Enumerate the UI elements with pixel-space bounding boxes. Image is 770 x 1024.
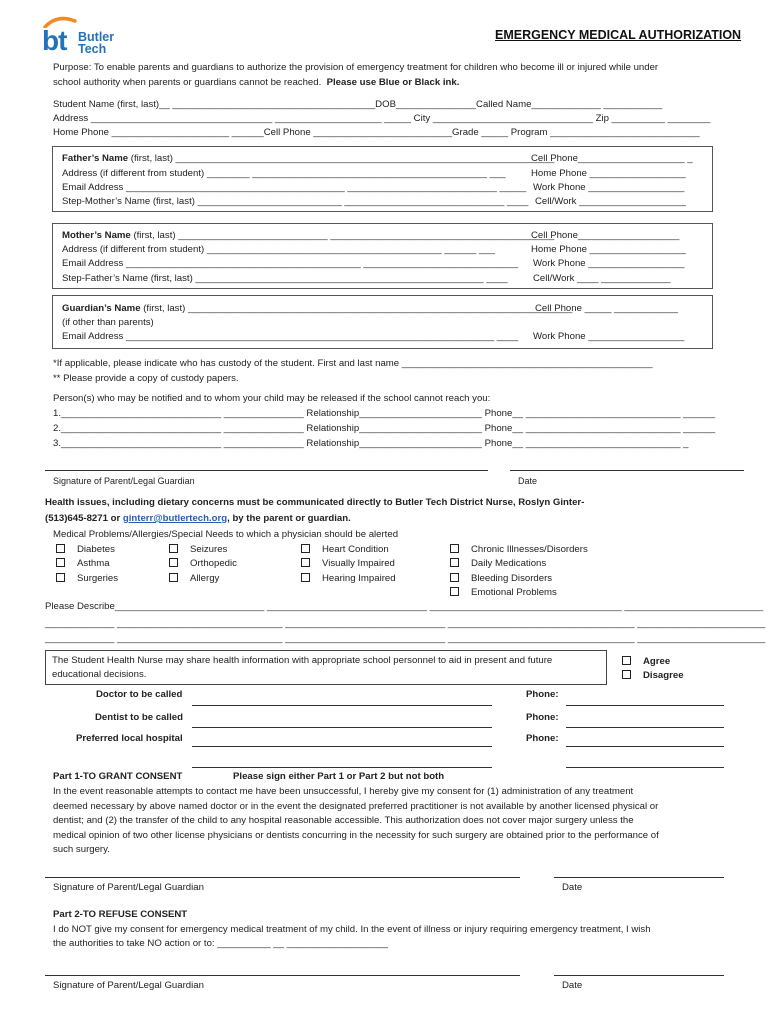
checkbox-icon <box>169 544 178 553</box>
custody-field[interactable]: *If applicable, please indicate who has custody of the student. First and last name _______________________________________________ <box>53 358 653 369</box>
doctor-label: Doctor to be called <box>96 689 183 700</box>
disagree-label: Disagree <box>643 670 684 681</box>
father-address-field[interactable]: Address (if different from student) ________ ____________________________________________ ___ <box>62 168 506 179</box>
health-contact-tail: , by the parent or guardian. <box>227 513 351 524</box>
checkbox-icon <box>450 587 459 596</box>
logo-line2: Tech <box>78 42 107 56</box>
checkbox-icon <box>450 573 459 582</box>
signature-label: Signature of Parent/Legal Guardian <box>53 476 195 486</box>
describe-field[interactable]: Please Describe____________________________ ______________________________ ____________________________________ __________________________ <box>45 601 764 612</box>
guardian-name-label: Guardian’s Name <box>62 303 141 314</box>
medical-intro: Medical Problems/Allergies/Special Needs to which a physician should be alerted <box>53 529 399 540</box>
signature-line[interactable] <box>45 470 488 471</box>
agree-label: Agree <box>643 656 671 667</box>
contact-row[interactable]: 1.______________________________ _______________ Relationship_______________________ Phone__ _____________________________ ______ <box>53 408 716 419</box>
part1-line: In the event reasonable attempts to contact me have been unsuccessful, I hereby give my consent for (1) administration of any treatment <box>53 786 634 797</box>
checkbox-label: Allergy <box>190 572 220 584</box>
purpose-ink-note: Please use Blue or Black ink. <box>326 77 460 88</box>
checkbox-label: Orthopedic <box>190 558 237 570</box>
logo-line1: Butler <box>78 30 115 44</box>
part-instruction: Please sign either Part 1 or Part 2 but not both <box>233 771 445 782</box>
checkbox-label: Surgeries <box>77 572 119 584</box>
mother-cell-field[interactable]: Cell Phone___________________ <box>531 230 680 241</box>
doctor-phone-line[interactable] <box>566 705 724 706</box>
checkbox-icon <box>169 558 178 567</box>
student-row2[interactable]: Address __________________________________ ____________________ _____ City ______________________________ Zip __________ ________ <box>53 113 711 124</box>
checkbox-heart-condition[interactable] <box>301 543 396 557</box>
guardian-work-field[interactable]: Work Phone __________________ <box>533 331 685 342</box>
page-title: EMERGENCY MEDICAL AUTHORIZATION <box>495 28 742 42</box>
mother-address-field[interactable]: Address (if different from student) ____________________________________________ ______ ___ <box>62 244 495 255</box>
date-line[interactable] <box>554 877 724 878</box>
describe-line[interactable]: _____________ _______________________________ ______________________________ ___________________________________ ________________________ <box>45 618 766 629</box>
checkbox-label: Emotional Problems <box>471 586 557 598</box>
checkbox-icon <box>301 573 310 582</box>
student-row3[interactable]: Home Phone ______________________ ______Cell Phone __________________________Grade _____ Program ____________________________ <box>53 127 700 138</box>
date-line[interactable] <box>510 470 744 471</box>
mother-home-field[interactable]: Home Phone __________________ <box>531 244 686 255</box>
custody-note: ** Please provide a copy of custody papers. <box>53 373 239 384</box>
condition-column-4 <box>450 543 588 600</box>
checkbox-visually-impaired[interactable] <box>301 557 396 571</box>
checkbox-icon <box>56 558 65 567</box>
checkbox-icon <box>56 573 65 582</box>
checkbox-label: Heart Condition <box>322 544 389 555</box>
doctor-input-line[interactable] <box>192 705 492 706</box>
signature-label: Signature of Parent/Legal Guardian <box>53 980 204 991</box>
part1-line: deemed necessary by above named doctor or in the event the designated preferred practitioner is not available by another licensed physical or <box>53 800 659 812</box>
stepmother-cellwork-field[interactable]: Cell/Work ____________________ <box>535 196 686 207</box>
hospital-label: Preferred local hospital <box>76 733 183 744</box>
health-heading: Health issues, including dietary concerns must be communicated directly to Butler Tech District Nurse, Roslyn Ginter- <box>45 497 585 508</box>
checkbox-label: Bleeding Disorders <box>471 572 553 584</box>
checkbox-icon <box>301 558 310 567</box>
part1-heading: Part 1-TO GRANT CONSENT <box>53 771 183 782</box>
checkbox-icon <box>169 573 178 582</box>
checkbox-orthopedic[interactable] <box>169 557 237 571</box>
part1-line: dentist; and (2) the transfer of the child to any hospital reasonable accessible. This authorization does not cover major surgery unless the <box>53 815 634 826</box>
checkbox-label: Visually Impaired <box>322 558 395 570</box>
describe-line[interactable]: _____________ _______________________________ ______________________________ ___________________________________ ________________________ <box>45 633 766 644</box>
checkbox-bleeding-disorders[interactable] <box>450 572 588 586</box>
contact-row[interactable]: 3.______________________________ _______________ Relationship_______________________ Phone__ _____________________________ _ <box>53 438 689 449</box>
purpose-line2 <box>53 77 459 88</box>
hospital-phone-line[interactable] <box>566 746 724 747</box>
dentist-input-line[interactable] <box>192 727 492 728</box>
date-label: Date <box>562 882 583 893</box>
logo-mark: bt <box>42 25 67 56</box>
father-name-label: Father’s Name <box>62 153 129 164</box>
checkbox-icon <box>450 558 459 567</box>
part1-body <box>53 785 659 858</box>
condition-column-3 <box>301 543 396 586</box>
guardian-name-line: (first, last) ________________________________________________________________________ <box>140 303 573 314</box>
checkbox-label: Seizures <box>190 544 228 555</box>
health-contact <box>45 513 351 524</box>
father-home-field[interactable]: Home Phone __________________ <box>531 168 686 179</box>
checkbox-label: Asthma <box>77 558 110 570</box>
checkbox-emotional-problems[interactable] <box>450 586 588 600</box>
part1-line: medical opinion of two other license physicians or dentists concurring in the necessity for such surgery are obtained prior to the performance of <box>53 829 659 841</box>
checkbox-icon <box>56 544 65 553</box>
part1-line: such surgery. <box>53 844 110 855</box>
father-email-field[interactable]: Email Address _________________________________________ ____________________________ _____ <box>62 182 527 193</box>
checkbox-icon <box>622 670 631 679</box>
share-text-line1: The Student Health Nurse may share health information with appropriate school personnel to aid in present and future <box>52 655 553 666</box>
stepmother-name-field[interactable]: Step-Mother’s Name (first, last) ___________________________ ______________________________ ____ <box>62 196 529 207</box>
checkbox-asthma[interactable] <box>56 557 118 571</box>
checkbox-agree[interactable] <box>622 655 684 669</box>
hospital-input-line-2[interactable] <box>192 767 492 768</box>
part2-line1: I do NOT give my consent for emergency medical treatment of my child. In the event of illness or injury requiring emergency treatment, I wish <box>53 924 651 935</box>
father-work-field[interactable]: Work Phone __________________ <box>533 182 685 193</box>
dentist-phone-label: Phone: <box>526 712 559 723</box>
guardian-email-field[interactable]: Email Address _____________________________________________________________________ ____ <box>62 331 519 342</box>
mother-name-line: (first, last) ____________________________ __________________________________________ <box>130 230 555 241</box>
date-line[interactable] <box>554 975 724 976</box>
condition-column-2 <box>169 543 237 586</box>
nurse-phone: (513)645-8271 or <box>45 513 123 524</box>
checkbox-chronic-illnesses[interactable] <box>450 543 588 557</box>
contacts-intro: Person(s) who may be notified and to whom your child may be released if the school cannot reach you: <box>53 393 491 404</box>
mother-work-field[interactable]: Work Phone __________________ <box>533 258 685 269</box>
checkbox-label: Hearing Impaired <box>322 572 396 584</box>
mother-email-field[interactable]: Email Address ____________________________________________ _____________________________ <box>62 258 519 269</box>
stepfather-cellwork-field[interactable]: Cell/Work ____ _____________ <box>533 273 671 284</box>
hospital-phone-label: Phone: <box>526 733 559 744</box>
hospital-phone-line-2[interactable] <box>566 767 724 768</box>
purpose-line1: Purpose: To enable parents and guardians to authorize the provision of emergency treatment for children who become ill or injured while under <box>53 62 659 73</box>
dentist-phone-line[interactable] <box>566 727 724 728</box>
signature-line[interactable] <box>45 975 520 976</box>
checkbox-hearing-impaired[interactable] <box>301 572 396 586</box>
guardian-note: (if other than parents) <box>62 317 154 328</box>
checkbox-allergy[interactable] <box>169 572 237 586</box>
mother-name-field[interactable] <box>62 230 554 241</box>
mother-name-label: Mother’s Name <box>62 230 131 241</box>
signature-label: Signature of Parent/Legal Guardian <box>53 882 204 893</box>
student-row1[interactable]: Student Name (first, last)__ ______________________________________DOB_______________Called Name_____________ ___________ <box>53 99 663 110</box>
checkbox-seizures[interactable] <box>169 543 237 557</box>
checkbox-surgeries[interactable] <box>56 572 118 586</box>
purpose-text: school authority when parents or guardians cannot be reached. <box>53 77 322 88</box>
dentist-label: Dentist to be called <box>95 712 183 723</box>
checkbox-label: Daily Medications <box>471 558 547 570</box>
date-label: Date <box>518 476 538 486</box>
checkbox-disagree[interactable] <box>622 669 684 683</box>
father-name-line: (first, last) _______________________________________________________________________ <box>128 153 555 164</box>
checkbox-label: Diabetes <box>77 544 115 555</box>
checkbox-daily-medications[interactable] <box>450 557 588 571</box>
father-name-field[interactable] <box>62 153 554 164</box>
date-label: Date <box>562 980 583 991</box>
part2-line2[interactable]: the authorities to take NO action or to: __________ __ ___________________ <box>53 938 388 949</box>
checkbox-label: Chronic Illnesses/Disorders <box>471 544 588 555</box>
condition-column-1 <box>56 543 118 586</box>
checkbox-icon <box>301 544 310 553</box>
part2-heading: Part 2-TO REFUSE CONSENT <box>53 909 188 920</box>
checkbox-diabetes[interactable] <box>56 543 118 557</box>
share-text-line2: educational decisions. <box>52 669 147 680</box>
stepfather-name-field[interactable]: Step-Father’s Name (first, last) ______________________________________________________ ____ <box>62 273 508 284</box>
guardian-name-field[interactable] <box>62 303 572 314</box>
checkbox-icon <box>450 544 459 553</box>
signature-line[interactable] <box>45 877 520 878</box>
checkbox-icon <box>622 656 631 665</box>
contact-row[interactable]: 2.______________________________ _______________ Relationship_______________________ Phone__ _____________________________ ______ <box>53 423 716 434</box>
doctor-phone-label: Phone: <box>526 689 559 700</box>
share-options <box>622 655 684 683</box>
nurse-email-link[interactable]: ginterr@butlertech.org <box>122 513 228 524</box>
logo-name <box>78 31 114 55</box>
father-cell-field[interactable]: Cell Phone____________________ _ <box>531 153 693 164</box>
hospital-input-line[interactable] <box>192 746 492 747</box>
guardian-cell-field[interactable]: Cell Phone _____ ____________ <box>535 303 678 314</box>
